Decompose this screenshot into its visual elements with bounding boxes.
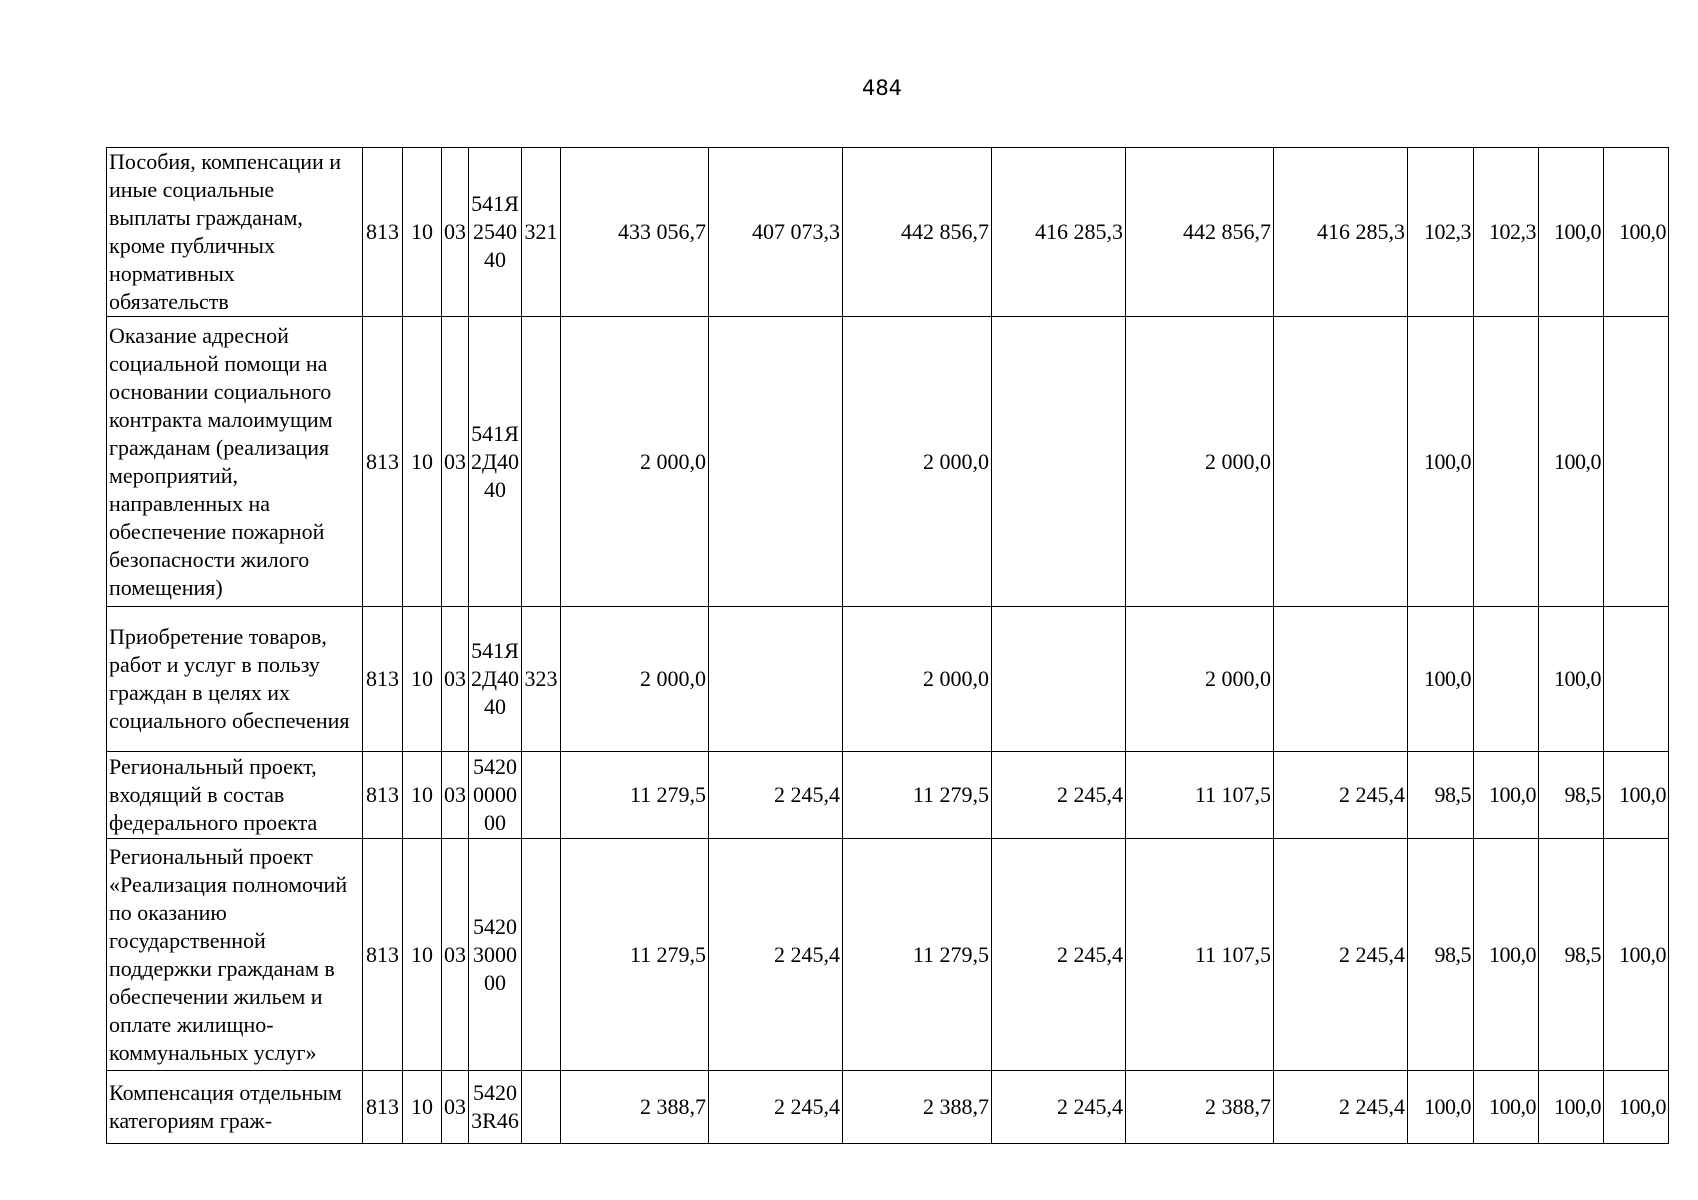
amount-cell-4: [992, 607, 1126, 752]
amount-cell-1: 2 000,0: [561, 607, 709, 752]
target-article-code-cell: 54203R46: [469, 1071, 522, 1144]
row-name-cell: Приобретение товаров, работ и услуг в пользу граждан в целях их социального обеспечения: [107, 607, 363, 752]
amount-cell-3: 11 279,5: [843, 752, 992, 839]
subsection-code-cell: 03: [442, 839, 469, 1071]
subsection-code-cell: 03: [442, 607, 469, 752]
percent-cell-1: 98,5: [1408, 752, 1474, 839]
table-row: [107, 752, 1669, 839]
amount-cell-4: 2 245,4: [992, 1071, 1126, 1144]
target-article-code-cell: 541Я2Д4040: [469, 607, 522, 752]
expense-type-code-cell: [522, 317, 561, 607]
percent-cell-1: 100,0: [1408, 1071, 1474, 1144]
target-article-code-cell: 541Я2Д4040: [469, 317, 522, 607]
subsection-code-cell: 03: [442, 752, 469, 839]
amount-cell-3: 11 279,5: [843, 839, 992, 1071]
section-code-cell: 10: [403, 607, 442, 752]
amount-cell-6: 416 285,3: [1274, 148, 1408, 317]
amount-cell-5: 442 856,7: [1126, 148, 1274, 317]
row-name-cell: Оказание адресной социальной помощи на основании социального контракта малоимущим гражданам (реализация мероприятий, направленных на обеспечение пожарной безопасности жилого помещения): [107, 317, 363, 607]
grbs-code-cell: 813: [363, 607, 403, 752]
percent-cell-3: 100,0: [1539, 317, 1604, 607]
target-article-code-cell: 5420300000: [469, 839, 522, 1071]
percent-cell-2: 102,3: [1474, 148, 1539, 317]
row-name-cell: Пособия, компенсации и иные социальные выплаты гражданам, кроме публичных нормативных обязательств: [107, 148, 363, 317]
subsection-code-cell: 03: [442, 148, 469, 317]
percent-cell-4: [1604, 317, 1669, 607]
amount-cell-4: [992, 317, 1126, 607]
amount-cell-2: 407 073,3: [709, 148, 843, 317]
grbs-code-cell: 813: [363, 148, 403, 317]
amount-cell-6: 2 245,4: [1274, 1071, 1408, 1144]
subsection-code-cell: 03: [442, 1071, 469, 1144]
table-row: [107, 148, 1669, 317]
page-number: 484: [861, 76, 903, 100]
expense-type-code-cell: [522, 1071, 561, 1144]
amount-cell-6: 2 245,4: [1274, 752, 1408, 839]
grbs-code-cell: 813: [363, 752, 403, 839]
percent-cell-4: 100,0: [1604, 839, 1669, 1071]
target-article-code-cell: 541Я254040: [469, 148, 522, 317]
amount-cell-6: 2 245,4: [1274, 839, 1408, 1071]
percent-cell-1: 102,3: [1408, 148, 1474, 317]
section-code-cell: 10: [403, 752, 442, 839]
grbs-code-cell: 813: [363, 1071, 403, 1144]
amount-cell-2: 2 245,4: [709, 752, 843, 839]
amount-cell-6: [1274, 607, 1408, 752]
section-code-cell: 10: [403, 317, 442, 607]
percent-cell-2: 100,0: [1474, 839, 1539, 1071]
percent-cell-2: 100,0: [1474, 752, 1539, 839]
amount-cell-1: 2 388,7: [561, 1071, 709, 1144]
percent-cell-3: 100,0: [1539, 607, 1604, 752]
table-row: [107, 839, 1669, 1071]
amount-cell-1: 2 000,0: [561, 317, 709, 607]
row-name-cell: Компенсация отдельным категориям граж-: [107, 1071, 363, 1144]
grbs-code-cell: 813: [363, 839, 403, 1071]
table-row: [107, 317, 1669, 607]
amount-cell-5: 11 107,5: [1126, 752, 1274, 839]
amount-cell-2: 2 245,4: [709, 1071, 843, 1144]
section-code-cell: 10: [403, 839, 442, 1071]
amount-cell-1: 11 279,5: [561, 839, 709, 1071]
table-row: [107, 1071, 1669, 1144]
amount-cell-4: 2 245,4: [992, 752, 1126, 839]
amount-cell-4: 416 285,3: [992, 148, 1126, 317]
budget-table: [106, 147, 1669, 1144]
amount-cell-4: 2 245,4: [992, 839, 1126, 1071]
expense-type-code-cell: [522, 839, 561, 1071]
percent-cell-3: 100,0: [1539, 1071, 1604, 1144]
target-article-code-cell: 5420000000: [469, 752, 522, 839]
percent-cell-3: 98,5: [1539, 839, 1604, 1071]
row-name-cell: Региональный проект, входящий в состав федерального проекта: [107, 752, 363, 839]
percent-cell-4: [1604, 607, 1669, 752]
percent-cell-1: 100,0: [1408, 317, 1474, 607]
amount-cell-3: 442 856,7: [843, 148, 992, 317]
percent-cell-2: [1474, 607, 1539, 752]
percent-cell-1: 98,5: [1408, 839, 1474, 1071]
amount-cell-2: [709, 317, 843, 607]
amount-cell-3: 2 000,0: [843, 607, 992, 752]
section-code-cell: 10: [403, 148, 442, 317]
percent-cell-4: 100,0: [1604, 752, 1669, 839]
percent-cell-2: 100,0: [1474, 1071, 1539, 1144]
amount-cell-2: [709, 607, 843, 752]
amount-cell-1: 433 056,7: [561, 148, 709, 317]
amount-cell-5: 2 388,7: [1126, 1071, 1274, 1144]
percent-cell-4: 100,0: [1604, 1071, 1669, 1144]
percent-cell-3: 100,0: [1539, 148, 1604, 317]
expense-type-code-cell: 323: [522, 607, 561, 752]
amount-cell-6: [1274, 317, 1408, 607]
table-row: [107, 607, 1669, 752]
amount-cell-5: 2 000,0: [1126, 607, 1274, 752]
amount-cell-5: 2 000,0: [1126, 317, 1274, 607]
amount-cell-3: 2 000,0: [843, 317, 992, 607]
amount-cell-5: 11 107,5: [1126, 839, 1274, 1071]
amount-cell-2: 2 245,4: [709, 839, 843, 1071]
amount-cell-3: 2 388,7: [843, 1071, 992, 1144]
expense-type-code-cell: [522, 752, 561, 839]
percent-cell-4: 100,0: [1604, 148, 1669, 317]
expense-type-code-cell: 321: [522, 148, 561, 317]
grbs-code-cell: 813: [363, 317, 403, 607]
amount-cell-1: 11 279,5: [561, 752, 709, 839]
subsection-code-cell: 03: [442, 317, 469, 607]
percent-cell-3: 98,5: [1539, 752, 1604, 839]
section-code-cell: 10: [403, 1071, 442, 1144]
percent-cell-1: 100,0: [1408, 607, 1474, 752]
percent-cell-2: [1474, 317, 1539, 607]
row-name-cell: Региональный проект «Реализация полномочий по оказанию государственной поддержки гражданам в обеспечении жильем и оплате жилищно-коммунальных услуг»: [107, 839, 363, 1071]
